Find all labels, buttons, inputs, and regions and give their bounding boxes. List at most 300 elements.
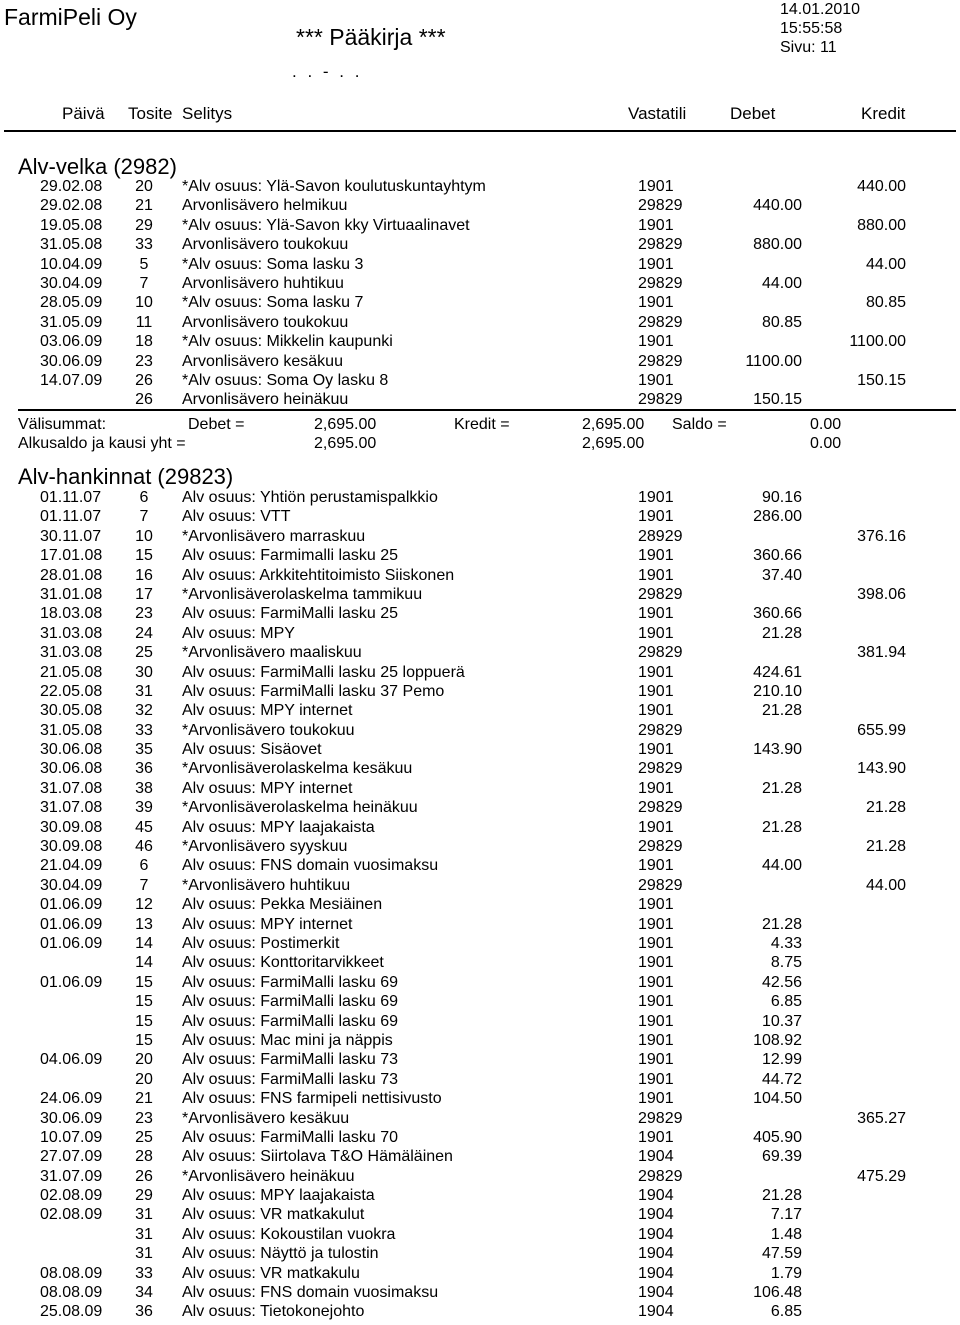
row-account: 29829	[638, 799, 683, 817]
section-divider	[18, 409, 956, 411]
row-voucher: 6	[139, 489, 149, 506]
subtotal-credit-label: Kredit =	[454, 416, 510, 433]
row-voucher: 26	[135, 1167, 153, 1185]
row-date: 01.11.07	[40, 508, 102, 526]
row-debit: 21.28	[761, 1187, 802, 1205]
row-debit: 90.16	[761, 489, 802, 506]
row-voucher: 29	[135, 1187, 153, 1205]
row-account: 1901	[638, 508, 674, 526]
row-voucher: 10	[135, 294, 153, 312]
row-description: Alv osuus: FarmiMalli lasku 25 loppuerä	[182, 663, 465, 681]
row-date: 30.04.09	[40, 274, 103, 292]
row-description: Alv osuus: FarmiMalli lasku 69	[182, 1012, 399, 1030]
row-description: Alv osuus: Tietokonejohto	[182, 1303, 365, 1321]
row-account: 1904	[638, 1148, 674, 1166]
row-voucher: 17	[135, 585, 153, 603]
row-voucher: 35	[135, 741, 153, 759]
row-debit: 6.85	[770, 993, 802, 1011]
row-account: 1901	[638, 663, 674, 681]
row-account: 29829	[638, 721, 683, 739]
ledger-row	[0, 371, 960, 390]
row-account: 1904	[638, 1303, 674, 1321]
row-debit: 424.61	[753, 663, 802, 681]
row-voucher: 34	[135, 1284, 153, 1302]
row-voucher: 13	[135, 915, 153, 933]
row-account: 1901	[638, 1031, 674, 1049]
row-date: 01.06.09	[40, 934, 103, 952]
row-voucher: 15	[135, 973, 153, 991]
row-date: 14.07.09	[40, 371, 103, 389]
row-voucher: 29	[135, 216, 153, 234]
row-voucher: 21	[135, 197, 153, 215]
row-debit: 7.17	[770, 1206, 802, 1224]
row-account: 29829	[638, 876, 683, 894]
row-date: 30.06.09	[40, 1109, 103, 1127]
row-description: Alv osuus: FarmiMalli lasku 37 Pemo	[182, 682, 445, 700]
row-account: 29829	[638, 391, 683, 409]
column-header-credit: Kredit	[861, 104, 906, 123]
row-date: 10.07.09	[40, 1128, 103, 1146]
row-date: 17.01.08	[40, 547, 103, 565]
row-voucher: 45	[135, 818, 153, 836]
row-description: Alv osuus: Arkkitehtitoimisto Siiskonen	[182, 566, 455, 584]
ledger-row	[0, 915, 960, 934]
row-date: 31.07.09	[40, 1167, 103, 1185]
subtotal-debit-value: 2,695.00	[314, 416, 377, 433]
row-credit: 376.16	[857, 527, 906, 545]
ledger-row	[0, 1031, 960, 1050]
row-description: Alv osuus: Konttoritarvikkeet	[182, 954, 384, 972]
row-date: 30.09.08	[40, 818, 103, 836]
row-date: 30.06.08	[40, 741, 103, 759]
row-description: Alv osuus: FNS domain vuosimaksu	[182, 1284, 439, 1302]
row-voucher: 5	[139, 255, 149, 273]
row-description: Alv osuus: MPY internet	[182, 702, 353, 720]
row-description: Alv osuus: Yhtiön perustamispalkkio	[182, 489, 438, 506]
ledger-row	[0, 235, 960, 254]
row-voucher: 39	[135, 799, 153, 817]
column-header-account: Vastatili	[628, 104, 687, 123]
row-description: Arvonlisävero huhtikuu	[182, 274, 344, 292]
row-date: 31.05.09	[40, 313, 103, 331]
row-debit: 42.56	[761, 973, 802, 991]
row-account: 1901	[638, 1051, 674, 1069]
row-account: 1901	[638, 896, 674, 914]
report-title: *** Pääkirja ***	[296, 24, 446, 50]
row-account: 1901	[638, 954, 674, 972]
row-debit: 21.28	[761, 702, 802, 720]
column-header-date: Päivä	[62, 104, 105, 123]
row-date: 31.05.08	[40, 236, 103, 254]
row-debit: 12.99	[761, 1051, 802, 1069]
row-description: Alv osuus: Mac mini ja näppis	[182, 1031, 393, 1049]
ledger-row	[0, 798, 960, 817]
ledger-row	[0, 604, 960, 623]
row-credit: 44.00	[865, 255, 906, 273]
row-date: 30.11.07	[40, 527, 102, 545]
row-debit: 286.00	[753, 508, 802, 526]
ledger-row	[0, 1089, 960, 1108]
row-description: Alv osuus: MPY laajakaista	[182, 818, 375, 836]
row-account: 29829	[638, 313, 683, 331]
row-description: Alv osuus: FarmiMalli lasku 73	[182, 1070, 399, 1088]
row-description: Alv osuus: FarmiMalli lasku 25	[182, 605, 399, 623]
row-credit: 80.85	[865, 294, 906, 312]
row-voucher: 18	[135, 333, 153, 351]
row-date: 31.07.08	[40, 779, 103, 797]
ledger-row	[0, 1147, 960, 1166]
row-account: 1904	[638, 1284, 674, 1302]
row-account: 1901	[638, 915, 674, 933]
row-description: Arvonlisävero helmikuu	[182, 197, 348, 215]
ledger-row	[0, 624, 960, 643]
row-date: 01.06.09	[40, 915, 103, 933]
row-voucher: 30	[135, 663, 153, 681]
row-description: Alv osuus: VR matkakulu	[182, 1264, 360, 1282]
report-subtitle: . . - . .	[292, 62, 363, 81]
row-credit: 365.27	[857, 1109, 906, 1127]
ledger-row	[0, 876, 960, 895]
row-account: 1901	[638, 605, 674, 623]
ledger-row	[0, 274, 960, 293]
row-description: *Arvonlisävero huhtikuu	[182, 876, 351, 894]
ledger-row	[0, 216, 960, 235]
row-description: Alv osuus: Näyttö ja tulostin	[182, 1245, 379, 1263]
row-account: 1904	[638, 1225, 674, 1243]
row-account: 1901	[638, 993, 674, 1011]
ledger-row	[0, 1283, 960, 1302]
row-date: 19.05.08	[40, 216, 103, 234]
ledger-row	[0, 293, 960, 312]
row-voucher: 26	[135, 371, 153, 389]
subtotal-debit-label: Debet =	[188, 416, 245, 433]
row-voucher: 6	[139, 857, 149, 875]
row-debit: 440.00	[753, 197, 802, 215]
ledger-row	[0, 1167, 960, 1186]
row-voucher: 36	[135, 760, 153, 778]
row-description: *Alv osuus: Ylä-Savon koulutuskuntayhtym	[182, 178, 486, 195]
row-debit: 37.40	[761, 566, 802, 584]
section-title-alv-velka: Alv-velka (2982)	[18, 154, 177, 179]
ledger-row	[0, 488, 960, 507]
row-date: 28.01.08	[40, 566, 103, 584]
ledger-row	[0, 546, 960, 565]
row-description: Alv osuus: FNS domain vuosimaksu	[182, 857, 439, 875]
row-description: *Alv osuus: Mikkelin kaupunki	[182, 333, 393, 351]
row-debit: 80.85	[761, 313, 802, 331]
subtotal-credit-value: 2,695.00	[582, 416, 645, 433]
row-voucher: 33	[135, 236, 153, 254]
row-description: Alv osuus: FarmiMalli lasku 69	[182, 973, 399, 991]
row-date: 02.08.09	[40, 1187, 103, 1205]
row-credit: 475.29	[857, 1167, 906, 1185]
page-number: Sivu: 11	[780, 39, 837, 56]
ledger-row	[0, 701, 960, 720]
row-date: 10.04.09	[40, 255, 103, 273]
row-description: Arvonlisävero kesäkuu	[182, 352, 343, 370]
ledger-row	[0, 1050, 960, 1069]
row-description: Arvonlisävero heinäkuu	[182, 391, 349, 409]
row-voucher: 31	[135, 1245, 153, 1263]
row-description: *Arvonlisävero kesäkuu	[182, 1109, 350, 1127]
row-voucher: 15	[135, 1012, 153, 1030]
row-date: 02.08.09	[40, 1206, 103, 1224]
row-description: Alv osuus: Pekka Mesiäinen	[182, 896, 383, 914]
row-voucher: 21	[135, 1090, 153, 1108]
row-debit: 106.48	[753, 1284, 802, 1302]
row-credit: 398.06	[857, 585, 906, 603]
row-account: 1901	[638, 489, 674, 506]
row-date: 29.02.08	[40, 197, 103, 215]
row-voucher: 26	[135, 391, 153, 409]
row-description: Alv osuus: Postimerkit	[182, 934, 340, 952]
row-date: 31.05.08	[40, 721, 103, 739]
row-description: Alv osuus: FarmiMalli lasku 69	[182, 993, 399, 1011]
row-voucher: 23	[135, 605, 153, 623]
row-account: 1901	[638, 566, 674, 584]
ledger-row	[0, 953, 960, 972]
ledger-row	[0, 721, 960, 740]
ledger-row	[0, 740, 960, 759]
row-voucher: 38	[135, 779, 153, 797]
row-voucher: 15	[135, 993, 153, 1011]
row-account: 29829	[638, 1167, 683, 1185]
row-credit: 21.28	[865, 838, 906, 856]
row-date: 04.06.09	[40, 1051, 103, 1069]
row-debit: 44.72	[761, 1070, 802, 1088]
row-date: 03.06.09	[40, 333, 103, 351]
row-debit: 405.90	[753, 1128, 802, 1146]
row-description: *Alv osuus: Ylä-Savon kky Virtuaalinavet	[182, 216, 470, 234]
row-voucher: 23	[135, 1109, 153, 1127]
row-voucher: 31	[135, 1206, 153, 1224]
column-header-description: Selitys	[182, 104, 233, 123]
row-description: *Arvonlisävero maaliskuu	[182, 644, 362, 662]
row-date: 08.08.09	[40, 1284, 103, 1302]
row-description: *Arvonlisävero marraskuu	[182, 527, 366, 545]
row-account: 1901	[638, 682, 674, 700]
row-description: Alv osuus: MPY	[182, 624, 295, 642]
row-description: *Arvonlisäverolaskelma kesäkuu	[182, 760, 413, 778]
row-voucher: 32	[135, 702, 153, 720]
row-debit: 360.66	[753, 605, 802, 623]
row-voucher: 7	[139, 876, 149, 894]
row-debit: 21.28	[761, 915, 802, 933]
row-description: Alv osuus: MPY laajakaista	[182, 1187, 375, 1205]
ledger-row	[0, 507, 960, 526]
row-date: 31.03.08	[40, 624, 103, 642]
row-account: 1901	[638, 1128, 674, 1146]
row-description: Alv osuus: Kokoustilan vuokra	[182, 1225, 396, 1243]
ledger-row	[0, 779, 960, 798]
ledger-row	[0, 682, 960, 701]
row-account: 1901	[638, 1012, 674, 1030]
row-voucher: 20	[135, 1051, 153, 1069]
row-date: 01.06.09	[40, 973, 103, 991]
subtotal-saldo-label: Saldo =	[672, 416, 727, 433]
row-date: 30.06.08	[40, 760, 103, 778]
row-description: Alv osuus: FarmiMalli lasku 73	[182, 1051, 399, 1069]
row-account: 1904	[638, 1264, 674, 1282]
row-voucher: 20	[135, 178, 153, 195]
row-account: 1904	[638, 1187, 674, 1205]
row-debit: 21.28	[761, 624, 802, 642]
row-account: 1901	[638, 779, 674, 797]
ledger-row	[0, 992, 960, 1011]
row-date: 24.06.09	[40, 1090, 103, 1108]
row-credit: 143.90	[857, 760, 906, 778]
row-account: 1901	[638, 702, 674, 720]
opening-balance-label: Alkusaldo ja kausi yht =	[18, 435, 186, 452]
row-account: 1901	[638, 255, 674, 273]
row-date: 28.05.09	[40, 294, 103, 312]
row-date: 25.08.09	[40, 1303, 103, 1321]
row-description: *Arvonlisävero toukokuu	[182, 721, 355, 739]
row-account: 1901	[638, 818, 674, 836]
row-voucher: 10	[135, 527, 153, 545]
row-account: 29829	[638, 197, 683, 215]
row-date: 31.03.08	[40, 644, 103, 662]
row-date: 29.02.08	[40, 178, 103, 195]
row-account: 1901	[638, 1070, 674, 1088]
row-description: *Arvonlisävero heinäkuu	[182, 1167, 355, 1185]
ledger-row	[0, 313, 960, 332]
row-account: 29829	[638, 644, 683, 662]
row-voucher: 14	[135, 954, 153, 972]
row-account: 1901	[638, 857, 674, 875]
row-date: 22.05.08	[40, 682, 103, 700]
row-account: 29829	[638, 838, 683, 856]
row-description: Alv osuus: VTT	[182, 508, 291, 526]
ledger-row	[0, 527, 960, 546]
ledger-row	[0, 177, 960, 196]
row-date: 08.08.09	[40, 1264, 103, 1282]
row-date: 30.06.09	[40, 352, 103, 370]
row-debit: 47.59	[761, 1245, 802, 1263]
row-debit: 44.00	[761, 274, 802, 292]
row-credit: 21.28	[865, 799, 906, 817]
row-account: 1901	[638, 547, 674, 565]
row-description: Alv osuus: Siirtolava T&O Hämäläinen	[182, 1148, 453, 1166]
ledger-row	[0, 818, 960, 837]
row-voucher: 15	[135, 547, 153, 565]
row-debit: 104.50	[753, 1090, 802, 1108]
ledger-row	[0, 759, 960, 778]
row-debit: 21.28	[761, 818, 802, 836]
ledger-row	[0, 1186, 960, 1205]
row-description: Alv osuus: Farmimalli lasku 25	[182, 547, 399, 565]
row-voucher: 12	[135, 896, 153, 914]
row-voucher: 25	[135, 1128, 153, 1146]
row-account: 1901	[638, 178, 674, 195]
ledger-row	[0, 1012, 960, 1031]
subtotal-label: Välisummat:	[18, 416, 107, 433]
row-debit: 4.33	[770, 934, 802, 952]
row-date: 01.11.07	[40, 489, 102, 506]
row-voucher: 20	[135, 1070, 153, 1088]
subtotal-saldo-value: 0.00	[810, 416, 842, 433]
ledger-row	[0, 1109, 960, 1128]
ledger-row	[0, 1225, 960, 1244]
ledger-row	[0, 663, 960, 682]
row-date: 31.01.08	[40, 585, 103, 603]
row-credit: 381.94	[857, 644, 906, 662]
row-account: 1904	[638, 1206, 674, 1224]
row-date: 01.06.09	[40, 896, 103, 914]
ledger-row	[0, 332, 960, 351]
row-debit: 69.39	[761, 1148, 802, 1166]
row-voucher: 7	[139, 508, 149, 526]
row-debit: 44.00	[761, 857, 802, 875]
ledger-row	[0, 352, 960, 371]
row-description: *Arvonlisäverolaskelma heinäkuu	[182, 799, 418, 817]
ledger-row	[0, 1244, 960, 1263]
row-description: *Alv osuus: Soma lasku 3	[182, 255, 364, 273]
row-voucher: 24	[135, 624, 153, 642]
column-header-voucher: Tosite	[128, 104, 173, 123]
ledger-row	[0, 1205, 960, 1224]
row-account: 1901	[638, 371, 674, 389]
section-rows-alv-hankinnat	[0, 488, 960, 1322]
row-credit: 880.00	[857, 216, 906, 234]
row-description: Alv osuus: MPY internet	[182, 779, 353, 797]
row-voucher: 14	[135, 934, 153, 952]
row-debit: 10.37	[761, 1012, 802, 1030]
ledger-row	[0, 973, 960, 992]
row-debit: 8.75	[770, 954, 802, 972]
header-divider	[4, 130, 956, 132]
row-credit: 150.15	[857, 371, 906, 389]
row-account: 1901	[638, 333, 674, 351]
row-voucher: 15	[135, 1031, 153, 1049]
row-voucher: 28	[135, 1148, 153, 1166]
opening-balance-credit: 2,695.00	[582, 435, 645, 452]
row-account: 29829	[638, 1109, 683, 1127]
row-description: *Arvonlisävero syyskuu	[182, 838, 348, 856]
row-account: 1901	[638, 1090, 674, 1108]
row-debit: 150.15	[753, 391, 802, 409]
row-date: 21.04.09	[40, 857, 103, 875]
row-account: 1901	[638, 216, 674, 234]
row-date: 27.07.09	[40, 1148, 103, 1166]
row-voucher: 33	[135, 721, 153, 739]
row-debit: 210.10	[753, 682, 802, 700]
row-debit: 6.85	[770, 1303, 802, 1321]
row-voucher: 16	[135, 566, 153, 584]
row-voucher: 36	[135, 1303, 153, 1321]
row-voucher: 33	[135, 1264, 153, 1282]
ledger-row	[0, 585, 960, 604]
row-credit: 655.99	[857, 721, 906, 739]
ledger-row	[0, 390, 960, 409]
row-date: 30.04.09	[40, 876, 103, 894]
ledger-row	[0, 1264, 960, 1283]
ledger-row	[0, 856, 960, 875]
company-name: FarmiPeli Oy	[4, 4, 137, 30]
ledger-row	[0, 934, 960, 953]
row-account: 29829	[638, 274, 683, 292]
row-debit: 21.28	[761, 779, 802, 797]
section-rows-alv-velka	[0, 177, 960, 410]
row-debit: 1.79	[770, 1264, 802, 1282]
row-description: Alv osuus: FNS farmipeli nettisivusto	[182, 1090, 442, 1108]
row-date: 31.07.08	[40, 799, 103, 817]
row-account: 29829	[638, 352, 683, 370]
ledger-row	[0, 1070, 960, 1089]
ledger-row	[0, 566, 960, 585]
row-credit: 1100.00	[849, 333, 906, 351]
row-debit: 143.90	[753, 741, 802, 759]
